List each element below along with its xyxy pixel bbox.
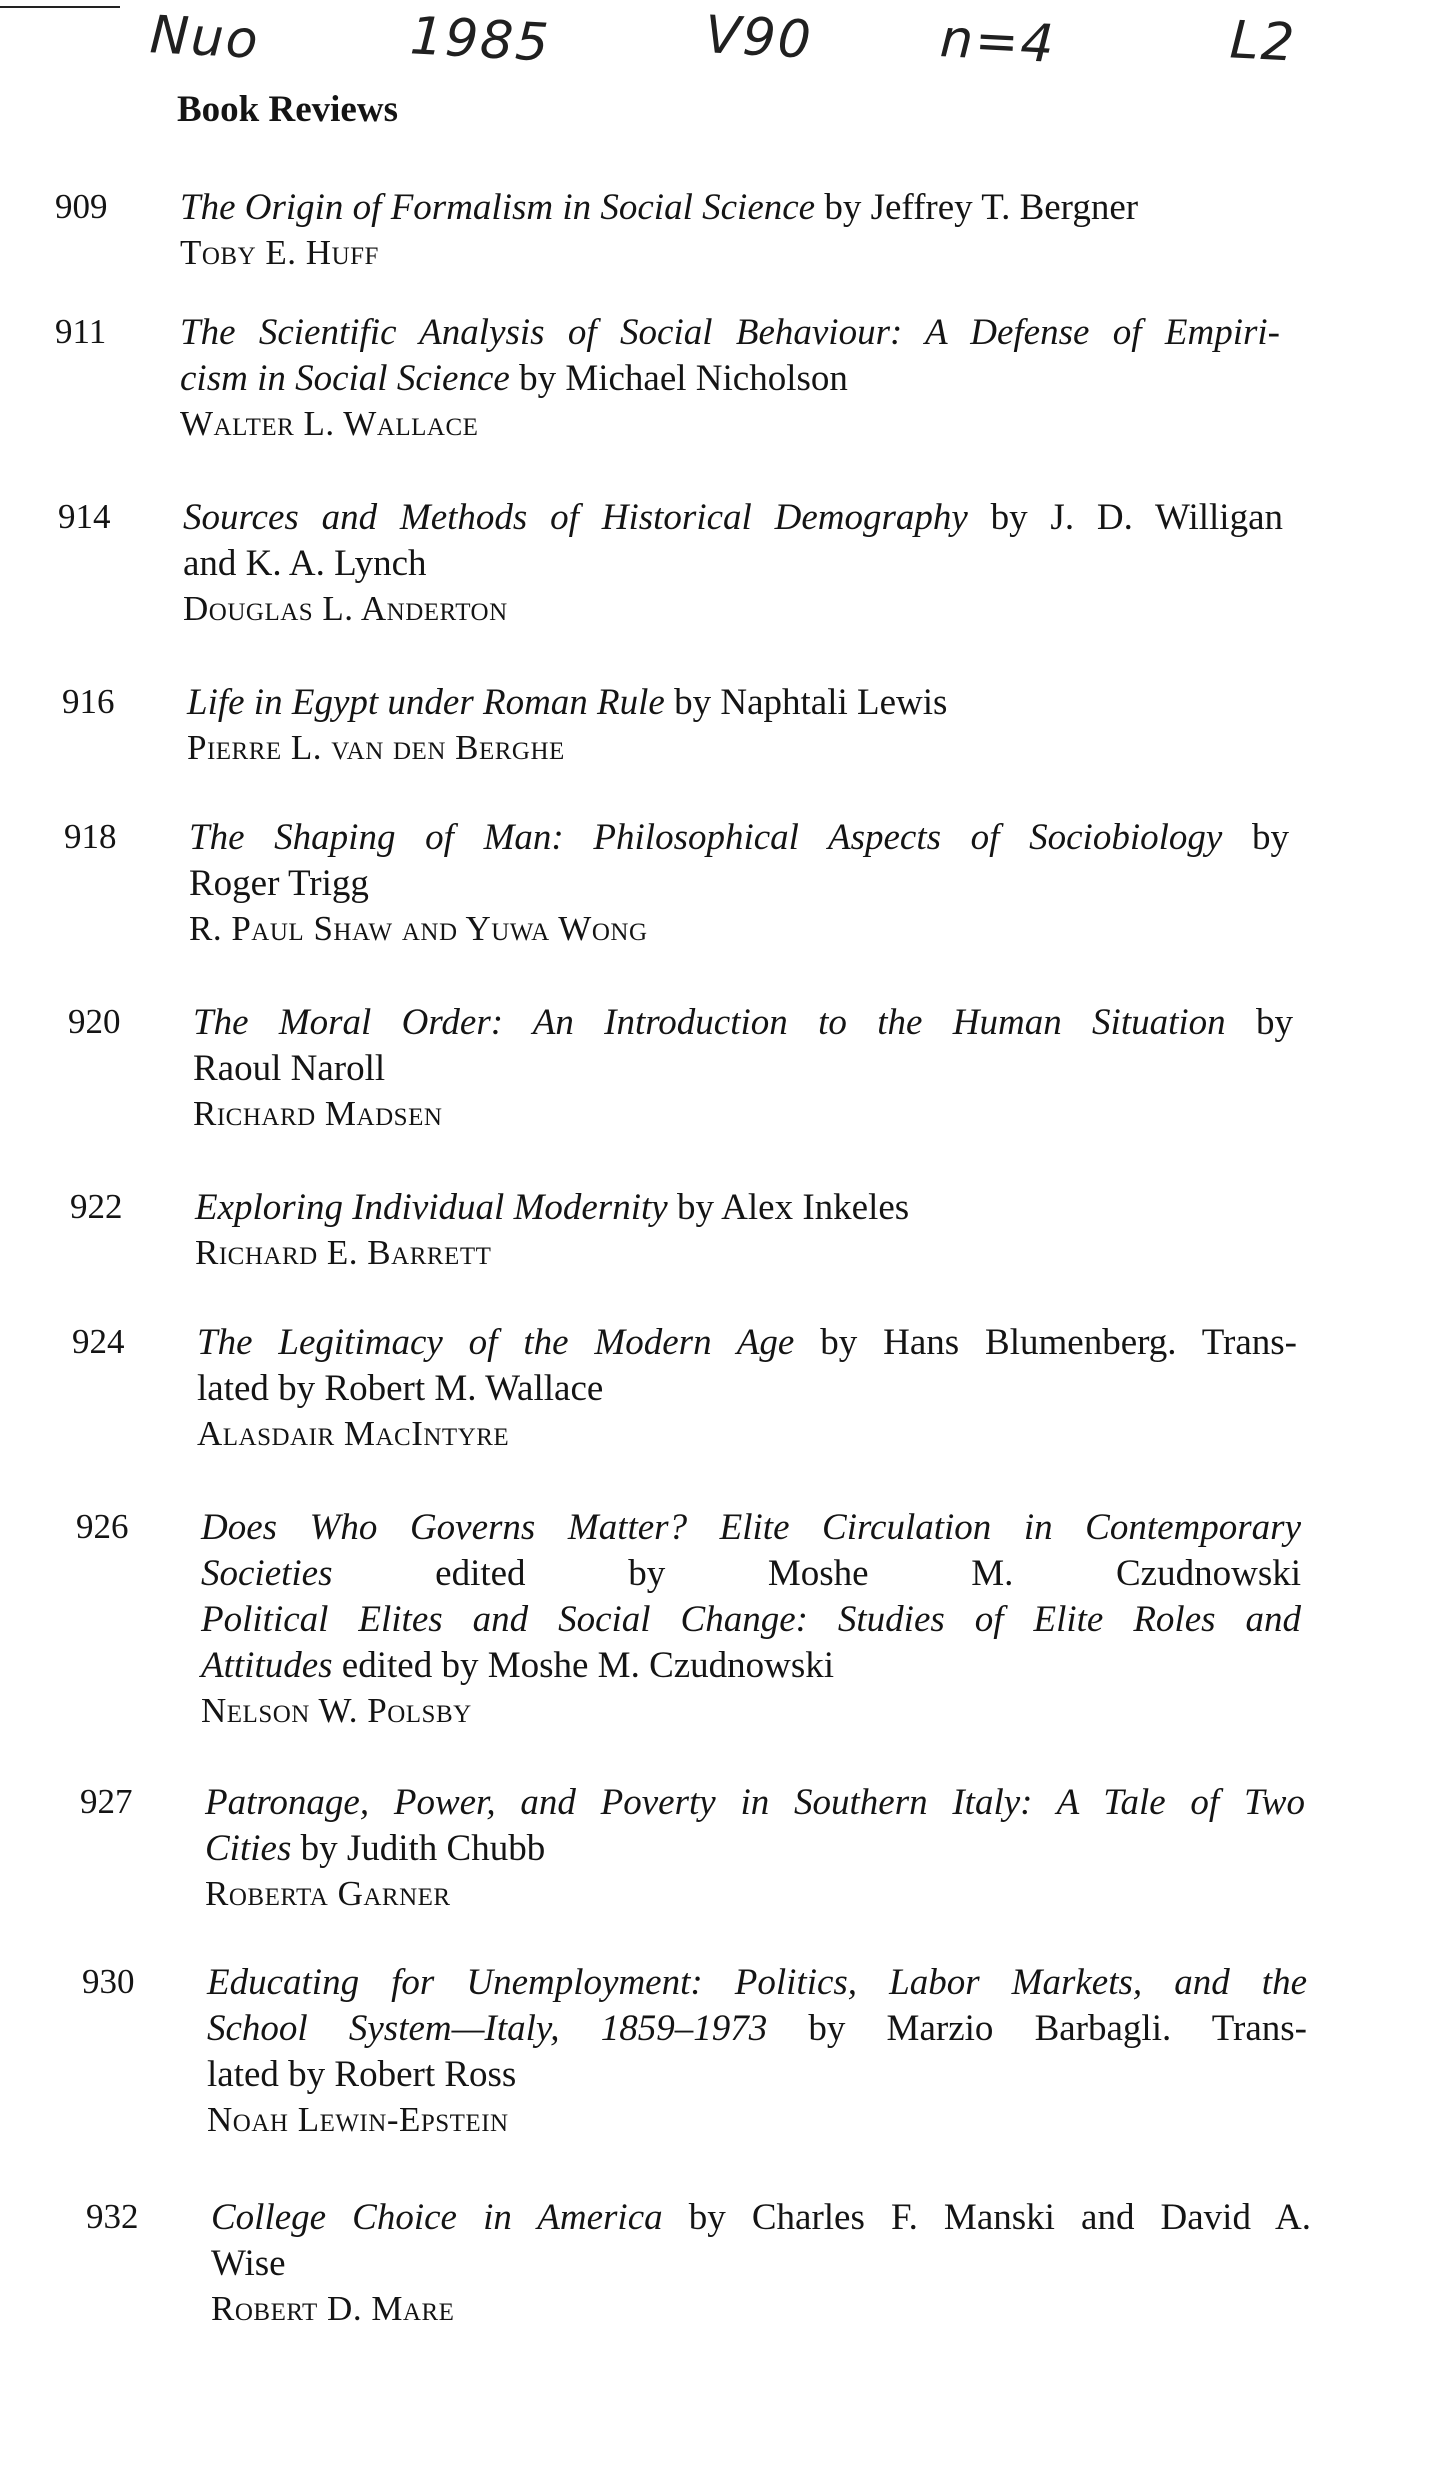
book-title: Sources and Methods of Historical Demography — [183, 497, 968, 538]
page-number: 924 — [72, 1322, 125, 1361]
book-title: Societies — [201, 1553, 333, 1594]
book-author: by Michael Nicholson — [509, 358, 848, 399]
book-author: by Marzio Barbagli. Trans- — [767, 2008, 1307, 2049]
review-line — [183, 495, 1283, 541]
book-title: The Legitimacy of the Modern Age — [197, 1322, 795, 1363]
review-line — [189, 815, 1289, 861]
review-line — [180, 185, 1280, 231]
book-title: Patronage, Power, and Poverty in Southern Italy: A Tale of Two — [205, 1782, 1305, 1823]
book-author: Wise — [211, 2243, 286, 2284]
book-title: Attitudes — [201, 1645, 333, 1686]
reviewer-name: Richard Madsen — [193, 1094, 443, 1133]
review-line — [201, 1643, 1301, 1689]
book-author: Raoul Naroll — [193, 1048, 386, 1089]
book-author: lated by Robert M. Wallace — [197, 1368, 604, 1409]
review-body — [195, 1185, 1295, 1275]
review-line — [205, 1780, 1305, 1826]
handwritten-note-2: 1985 — [408, 6, 552, 74]
book-author: by — [1222, 817, 1290, 858]
review-body — [205, 1780, 1305, 1916]
review-line — [205, 1826, 1305, 1872]
review-line — [189, 861, 1289, 907]
review-line — [207, 1960, 1307, 2006]
book-author: by Judith Chubb — [291, 1828, 546, 1869]
book-author: by Jeffrey T. Bergner — [815, 187, 1139, 228]
page-number: 927 — [80, 1782, 133, 1821]
handwritten-note-4: n=4 — [938, 9, 1058, 75]
review-line — [187, 680, 1287, 726]
book-author: by Charles F. Manski and David A. — [662, 2197, 1311, 2238]
book-author: by Hans Blumenberg. Trans- — [794, 1322, 1297, 1363]
page-number: 922 — [70, 1187, 123, 1226]
reviewer-name: Walter L. Wallace — [180, 404, 479, 443]
book-title: The Moral Order: An Introduction to the Human Situation — [193, 1002, 1226, 1043]
page-number: 914 — [58, 497, 111, 536]
review-line — [180, 356, 1280, 402]
page-number: 909 — [55, 187, 108, 226]
section-title: Book Reviews — [177, 89, 398, 130]
book-author: edited by Moshe M. Czudnowski — [332, 1645, 835, 1686]
review-body — [180, 185, 1280, 275]
page-number: 918 — [64, 817, 117, 856]
book-title: Educating for Unemployment: Politics, Labor Markets, and the — [207, 1962, 1307, 2003]
review-line — [193, 1046, 1293, 1092]
review-body — [211, 2195, 1311, 2331]
reviewer-name: Robert D. Mare — [211, 2289, 455, 2328]
review-body — [180, 310, 1280, 446]
review-line — [183, 541, 1283, 587]
review-body — [207, 1960, 1307, 2142]
review-line — [211, 2195, 1311, 2241]
book-author: by J. D. Willigan — [967, 497, 1283, 538]
handwritten-note-3: V90 — [703, 5, 815, 71]
review-body — [187, 680, 1287, 770]
book-author: Roger Trigg — [189, 863, 369, 904]
reviewer-name: Noah Lewin-Epstein — [207, 2100, 509, 2139]
reviewer-name: Pierre L. van den Berghe — [187, 728, 565, 767]
page-number: 911 — [55, 312, 107, 351]
book-title: Exploring Individual Modernity — [195, 1187, 668, 1228]
review-line — [207, 2052, 1307, 2098]
review-line — [207, 2006, 1307, 2052]
book-author: by Naphtali Lewis — [664, 682, 948, 723]
book-title: Life in Egypt under Roman Rule — [187, 682, 665, 723]
page-number: 916 — [62, 682, 115, 721]
handwritten-note-1: Nuo — [148, 5, 262, 71]
book-author: edited by Moshe M. Czudnowski — [332, 1553, 1301, 1594]
book-author: lated by Robert Ross — [207, 2054, 517, 2095]
reviewer-name: Toby E. Huff — [180, 233, 379, 272]
page-number: 926 — [76, 1507, 129, 1546]
review-body — [193, 1000, 1293, 1136]
handwritten-annotation — [148, 5, 1350, 88]
reviewer-name: Richard E. Barrett — [195, 1233, 492, 1272]
reviewer-name: Alasdair MacIntyre — [197, 1414, 510, 1453]
reviewer-name: R. Paul Shaw and Yuwa Wong — [189, 909, 648, 948]
top-rule — [0, 6, 120, 8]
review-line — [201, 1505, 1301, 1551]
review-body — [189, 815, 1289, 951]
review-line — [201, 1551, 1301, 1597]
reviewer-name: Douglas L. Anderton — [183, 589, 508, 628]
book-title: The Shaping of Man: Philosophical Aspects of Sociobiology — [189, 817, 1223, 858]
book-title: The Origin of Formalism in Social Science — [180, 187, 816, 228]
book-author: by Alex Inkeles — [667, 1187, 910, 1228]
review-line — [195, 1185, 1295, 1231]
review-body — [201, 1505, 1301, 1733]
book-title: Political Elites and Social Change: Studies of Elite Roles and — [201, 1599, 1301, 1640]
review-line — [211, 2241, 1311, 2287]
page-number: 932 — [86, 2197, 139, 2236]
book-title: cism in Social Science — [180, 358, 510, 399]
handwritten-note-5: L2 — [1228, 10, 1298, 74]
book-title: College Choice in America — [211, 2197, 663, 2238]
review-body — [183, 495, 1283, 631]
reviewer-name: Nelson W. Polsby — [201, 1691, 472, 1730]
review-line — [201, 1597, 1301, 1643]
review-line — [193, 1000, 1293, 1046]
page-number: 930 — [82, 1962, 135, 2001]
reviewer-name: Roberta Garner — [205, 1874, 451, 1913]
book-author: and K. A. Lynch — [183, 543, 427, 584]
review-line — [197, 1366, 1297, 1412]
review-line — [197, 1320, 1297, 1366]
book-title: School System—Italy, 1859–1973 — [207, 2008, 768, 2049]
book-title: Does Who Governs Matter? Elite Circulation in Contemporary — [201, 1507, 1301, 1548]
review-line — [180, 310, 1280, 356]
book-author: by — [1225, 1002, 1293, 1043]
page-number: 920 — [68, 1002, 121, 1041]
book-title: The Scientific Analysis of Social Behaviour: A Defense of Empiri- — [180, 312, 1280, 353]
book-title: Cities — [205, 1828, 292, 1869]
review-body — [197, 1320, 1297, 1456]
